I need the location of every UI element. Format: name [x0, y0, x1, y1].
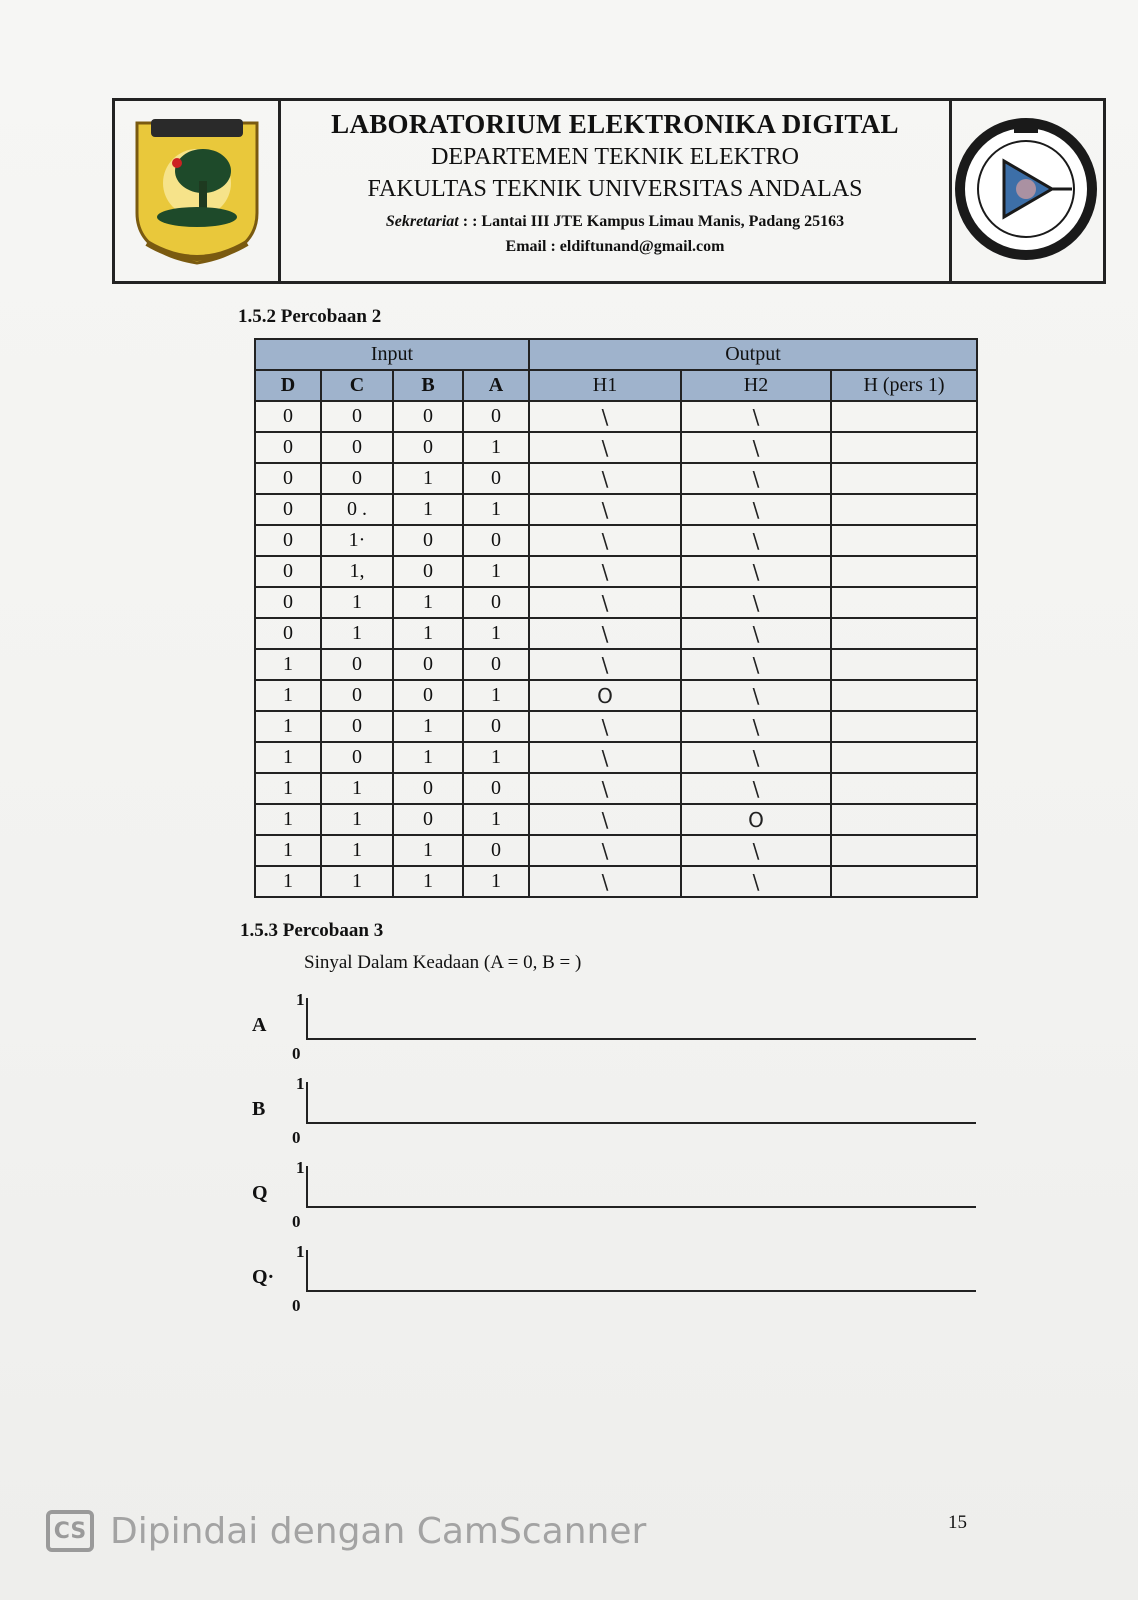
table-cell: 1 — [255, 866, 321, 897]
signal-name: B — [252, 1098, 266, 1120]
table-cell: 0 — [463, 525, 529, 556]
table-cell: 0 — [255, 587, 321, 618]
table-cell — [831, 463, 977, 494]
table-cell: 0 — [321, 649, 393, 680]
table-cell: 0 — [255, 618, 321, 649]
table-cell: \ — [529, 649, 681, 680]
department-name: DEPARTEMEN TEKNIK ELEKTRO — [431, 144, 799, 170]
table-cell: 0 — [255, 432, 321, 463]
table-row — [255, 773, 977, 804]
table-cell: 1 — [255, 742, 321, 773]
table-cell: O — [529, 680, 681, 711]
table-cell: \ — [681, 556, 831, 587]
table-cell — [831, 587, 977, 618]
table-cell: 0 — [321, 432, 393, 463]
table-cell — [831, 680, 977, 711]
table-cell: \ — [681, 463, 831, 494]
table-cell: 1· — [321, 525, 393, 556]
table-row — [255, 742, 977, 773]
column-header-2: C — [321, 370, 393, 401]
table-cell: \ — [529, 556, 681, 587]
table-cell: \ — [529, 866, 681, 897]
table-cell: 0 — [463, 711, 529, 742]
column-header-3: B — [393, 370, 463, 401]
table-cell: 0 — [321, 742, 393, 773]
table-cell: 1 — [463, 804, 529, 835]
table-row — [255, 618, 977, 649]
table-cell: 0 — [255, 463, 321, 494]
table-cell: 0 — [463, 587, 529, 618]
table-cell: \ — [681, 401, 831, 432]
table-row — [255, 680, 977, 711]
table-cell: 1 — [321, 804, 393, 835]
table-cell: 0 — [393, 649, 463, 680]
table-cell: \ — [681, 680, 831, 711]
table-row — [255, 804, 977, 835]
column-header-4: A — [463, 370, 529, 401]
table-cell: \ — [529, 835, 681, 866]
table-cell: \ — [529, 742, 681, 773]
table-cell: 1 — [393, 866, 463, 897]
table-cell: 1 — [463, 494, 529, 525]
table-row — [255, 835, 977, 866]
table-cell: 1 — [463, 556, 529, 587]
table-cell: 1 — [321, 866, 393, 897]
table-cell: \ — [681, 866, 831, 897]
signal-name: A — [252, 1014, 267, 1036]
table-cell: 0 — [393, 401, 463, 432]
universitas-andalas-seal-icon — [117, 103, 277, 283]
table-cell: \ — [529, 463, 681, 494]
table-cell: 0 — [393, 804, 463, 835]
truth-table — [254, 338, 978, 898]
table-cell: 1 — [255, 649, 321, 680]
table-cell: 1 — [393, 835, 463, 866]
table-cell: O — [681, 804, 831, 835]
section-2-title: 1.5.2 Percobaan 2 — [238, 306, 382, 327]
table-cell: 0 — [463, 401, 529, 432]
signal-high-label: 1 — [296, 1158, 305, 1177]
camscanner-icon: CS — [46, 1510, 94, 1552]
signal-high-label: 1 — [296, 1074, 305, 1093]
table-cell — [831, 556, 977, 587]
signal-y-axis — [306, 1250, 308, 1292]
table-cell: 1 — [393, 618, 463, 649]
output-group-header: Output — [529, 339, 977, 370]
table-cell: 0 — [321, 401, 393, 432]
table-cell: \ — [681, 711, 831, 742]
right-logo-cell — [949, 101, 1103, 281]
signal-y-axis — [306, 1166, 308, 1208]
signal-low-label: 0 — [292, 1044, 301, 1063]
table-cell: 1 — [255, 711, 321, 742]
secretariat-label: Sekretariat — [385, 213, 459, 230]
table-row — [255, 556, 977, 587]
column-header-7: H (pers 1) — [831, 370, 977, 401]
table-cell: 0 — [393, 556, 463, 587]
lab-elektronika-logo-icon — [952, 101, 1100, 281]
table-row — [255, 463, 977, 494]
table-cell: \ — [529, 804, 681, 835]
table-cell: \ — [681, 835, 831, 866]
table-cell — [831, 494, 977, 525]
signal-x-axis — [306, 1038, 976, 1040]
table-cell: 1, — [321, 556, 393, 587]
left-logo-cell — [115, 101, 281, 281]
table-cell — [831, 773, 977, 804]
table-cell: 1 — [393, 494, 463, 525]
table-cell: \ — [681, 649, 831, 680]
table-cell: 0 — [393, 680, 463, 711]
secretariat-text: : : Lantai III JTE Kampus Limau Manis, Padang 25163 — [462, 213, 845, 230]
table-row — [255, 711, 977, 742]
table-cell: \ — [529, 587, 681, 618]
table-cell: 1 — [393, 463, 463, 494]
table-cell: \ — [681, 773, 831, 804]
column-header-5: H1 — [529, 370, 681, 401]
table-cell: \ — [681, 618, 831, 649]
table-row — [255, 587, 977, 618]
table-cell: 0 — [463, 835, 529, 866]
table-cell: 0 — [463, 649, 529, 680]
table-cell: \ — [681, 494, 831, 525]
table-cell — [831, 649, 977, 680]
signal-low-label: 0 — [292, 1212, 301, 1231]
lab-name: LABORATORIUM ELEKTRONIKA DIGITAL — [331, 109, 899, 139]
table-cell — [831, 742, 977, 773]
table-cell: \ — [529, 618, 681, 649]
table-cell: \ — [529, 494, 681, 525]
table-cell: 0 — [321, 680, 393, 711]
watermark-text: Dipindai dengan CamScanner — [110, 1510, 647, 1552]
signal-x-axis — [306, 1290, 976, 1292]
table-cell: 0 — [255, 525, 321, 556]
signal-high-label: 1 — [296, 990, 305, 1009]
table-cell: 1 — [255, 835, 321, 866]
table-cell: \ — [681, 587, 831, 618]
table-cell — [831, 432, 977, 463]
table-cell: \ — [529, 432, 681, 463]
table-cell: 1 — [255, 804, 321, 835]
table-cell — [831, 866, 977, 897]
letterhead-title — [281, 101, 949, 281]
table-cell: \ — [681, 525, 831, 556]
signal-y-axis — [306, 998, 308, 1040]
signal-low-label: 0 — [292, 1296, 301, 1315]
table-cell: 0 — [321, 711, 393, 742]
table-cell: 0 — [463, 773, 529, 804]
table-cell: 1 — [393, 587, 463, 618]
table-row — [255, 494, 977, 525]
table-cell: 1 — [321, 835, 393, 866]
table-cell: \ — [529, 525, 681, 556]
table-cell — [831, 618, 977, 649]
table-row — [255, 432, 977, 463]
table-cell: 1 — [255, 680, 321, 711]
table-cell: \ — [529, 401, 681, 432]
table-cell: 0 — [393, 432, 463, 463]
page-number: 15 — [948, 1512, 967, 1533]
signal-y-axis — [306, 1082, 308, 1124]
table-cell: 1 — [393, 711, 463, 742]
table-cell: 1 — [321, 618, 393, 649]
signal-name: Q· — [252, 1266, 275, 1288]
column-header-1: D — [255, 370, 321, 401]
table-cell: \ — [681, 742, 831, 773]
secretariat-address — [281, 209, 949, 235]
table-cell: 1 — [463, 680, 529, 711]
table-cell: 1 — [321, 773, 393, 804]
table-cell: \ — [681, 432, 831, 463]
signal-x-axis — [306, 1122, 976, 1124]
table-cell: \ — [529, 711, 681, 742]
camscanner-watermark — [46, 1510, 646, 1552]
signal-low-label: 0 — [292, 1128, 301, 1147]
table-cell: 0 — [255, 556, 321, 587]
table-cell: 0 — [393, 525, 463, 556]
table-cell: 1 — [463, 618, 529, 649]
table-cell: 1 — [393, 742, 463, 773]
section-3-title: 1.5.3 Percobaan 3 — [240, 920, 384, 941]
table-cell: \ — [529, 773, 681, 804]
section-3-subtitle: Sinyal Dalam Keadaan (A = 0, B = ) — [304, 952, 582, 973]
table-cell: 1 — [463, 742, 529, 773]
input-group-header: Input — [255, 339, 529, 370]
table-row — [255, 649, 977, 680]
table-cell: 1 — [255, 773, 321, 804]
table-row — [255, 525, 977, 556]
faculty-name: FAKULTAS TEKNIK UNIVERSITAS ANDALAS — [367, 176, 863, 202]
table-cell: 0 . — [321, 494, 393, 525]
signal-high-label: 1 — [296, 1242, 305, 1261]
letterhead — [112, 98, 1106, 284]
table-row — [255, 401, 977, 432]
table-cell: 0 — [463, 463, 529, 494]
column-header-6: H2 — [681, 370, 831, 401]
table-cell: 0 — [255, 401, 321, 432]
table-cell — [831, 835, 977, 866]
table-row — [255, 866, 977, 897]
table-cell: 1 — [321, 587, 393, 618]
signal-x-axis — [306, 1206, 976, 1208]
table-cell — [831, 804, 977, 835]
table-cell: 1 — [463, 866, 529, 897]
table-cell: 0 — [255, 494, 321, 525]
table-cell: 0 — [393, 773, 463, 804]
table-cell: 1 — [463, 432, 529, 463]
table-cell — [831, 711, 977, 742]
table-cell — [831, 401, 977, 432]
signal-name: Q — [252, 1182, 268, 1204]
table-cell: 0 — [321, 463, 393, 494]
table-cell — [831, 525, 977, 556]
lab-email: Email : eldiftunand@gmail.com — [505, 238, 725, 255]
